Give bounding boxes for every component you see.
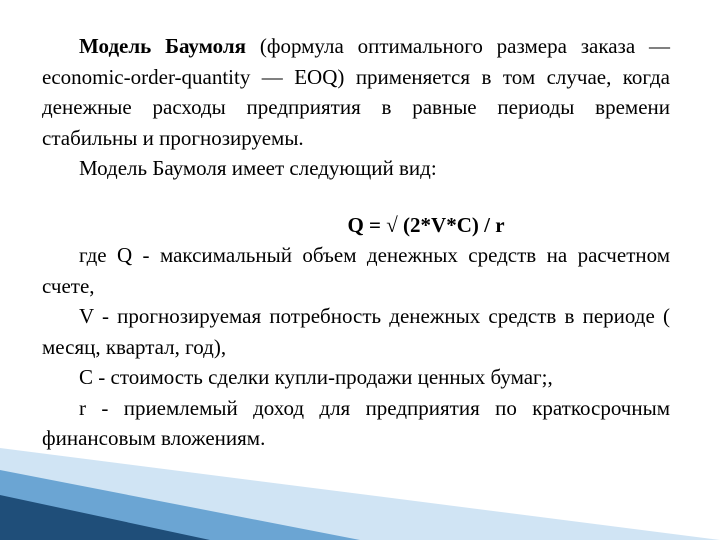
paragraph-var-v: V - прогнозируемая потребность денежных средств в периоде ( месяц, квартал, год), (42, 304, 670, 359)
definition-text: (формула оптимального размера заказа — economic-order-quantity — EOQ) применяется в том случае, когда денежные расходы предприятия в равные периоды времени стабильны и прогнозируемы. (42, 34, 670, 150)
paragraph-definition (42, 31, 670, 153)
paragraph-var-c: С - стоимость сделки купли-продажи ценных бумаг;, (79, 365, 553, 389)
slide-text-body (42, 31, 670, 454)
formula-eoq: Q = √ (2*V*C) / r (347, 212, 505, 237)
paragraph-var-q: где Q - максимальный объем денежных средств на расчетном счете, (42, 243, 670, 298)
corner-decoration (0, 440, 720, 540)
paragraph-var-r: r - приемлемый доход для предприятия по краткосрочным финансовым вложениям. (42, 395, 670, 450)
term-baumol-model: Модель Баумоля (79, 34, 247, 58)
paragraph-model-intro: Модель Баумоля имеет следующий вид: (79, 156, 437, 180)
